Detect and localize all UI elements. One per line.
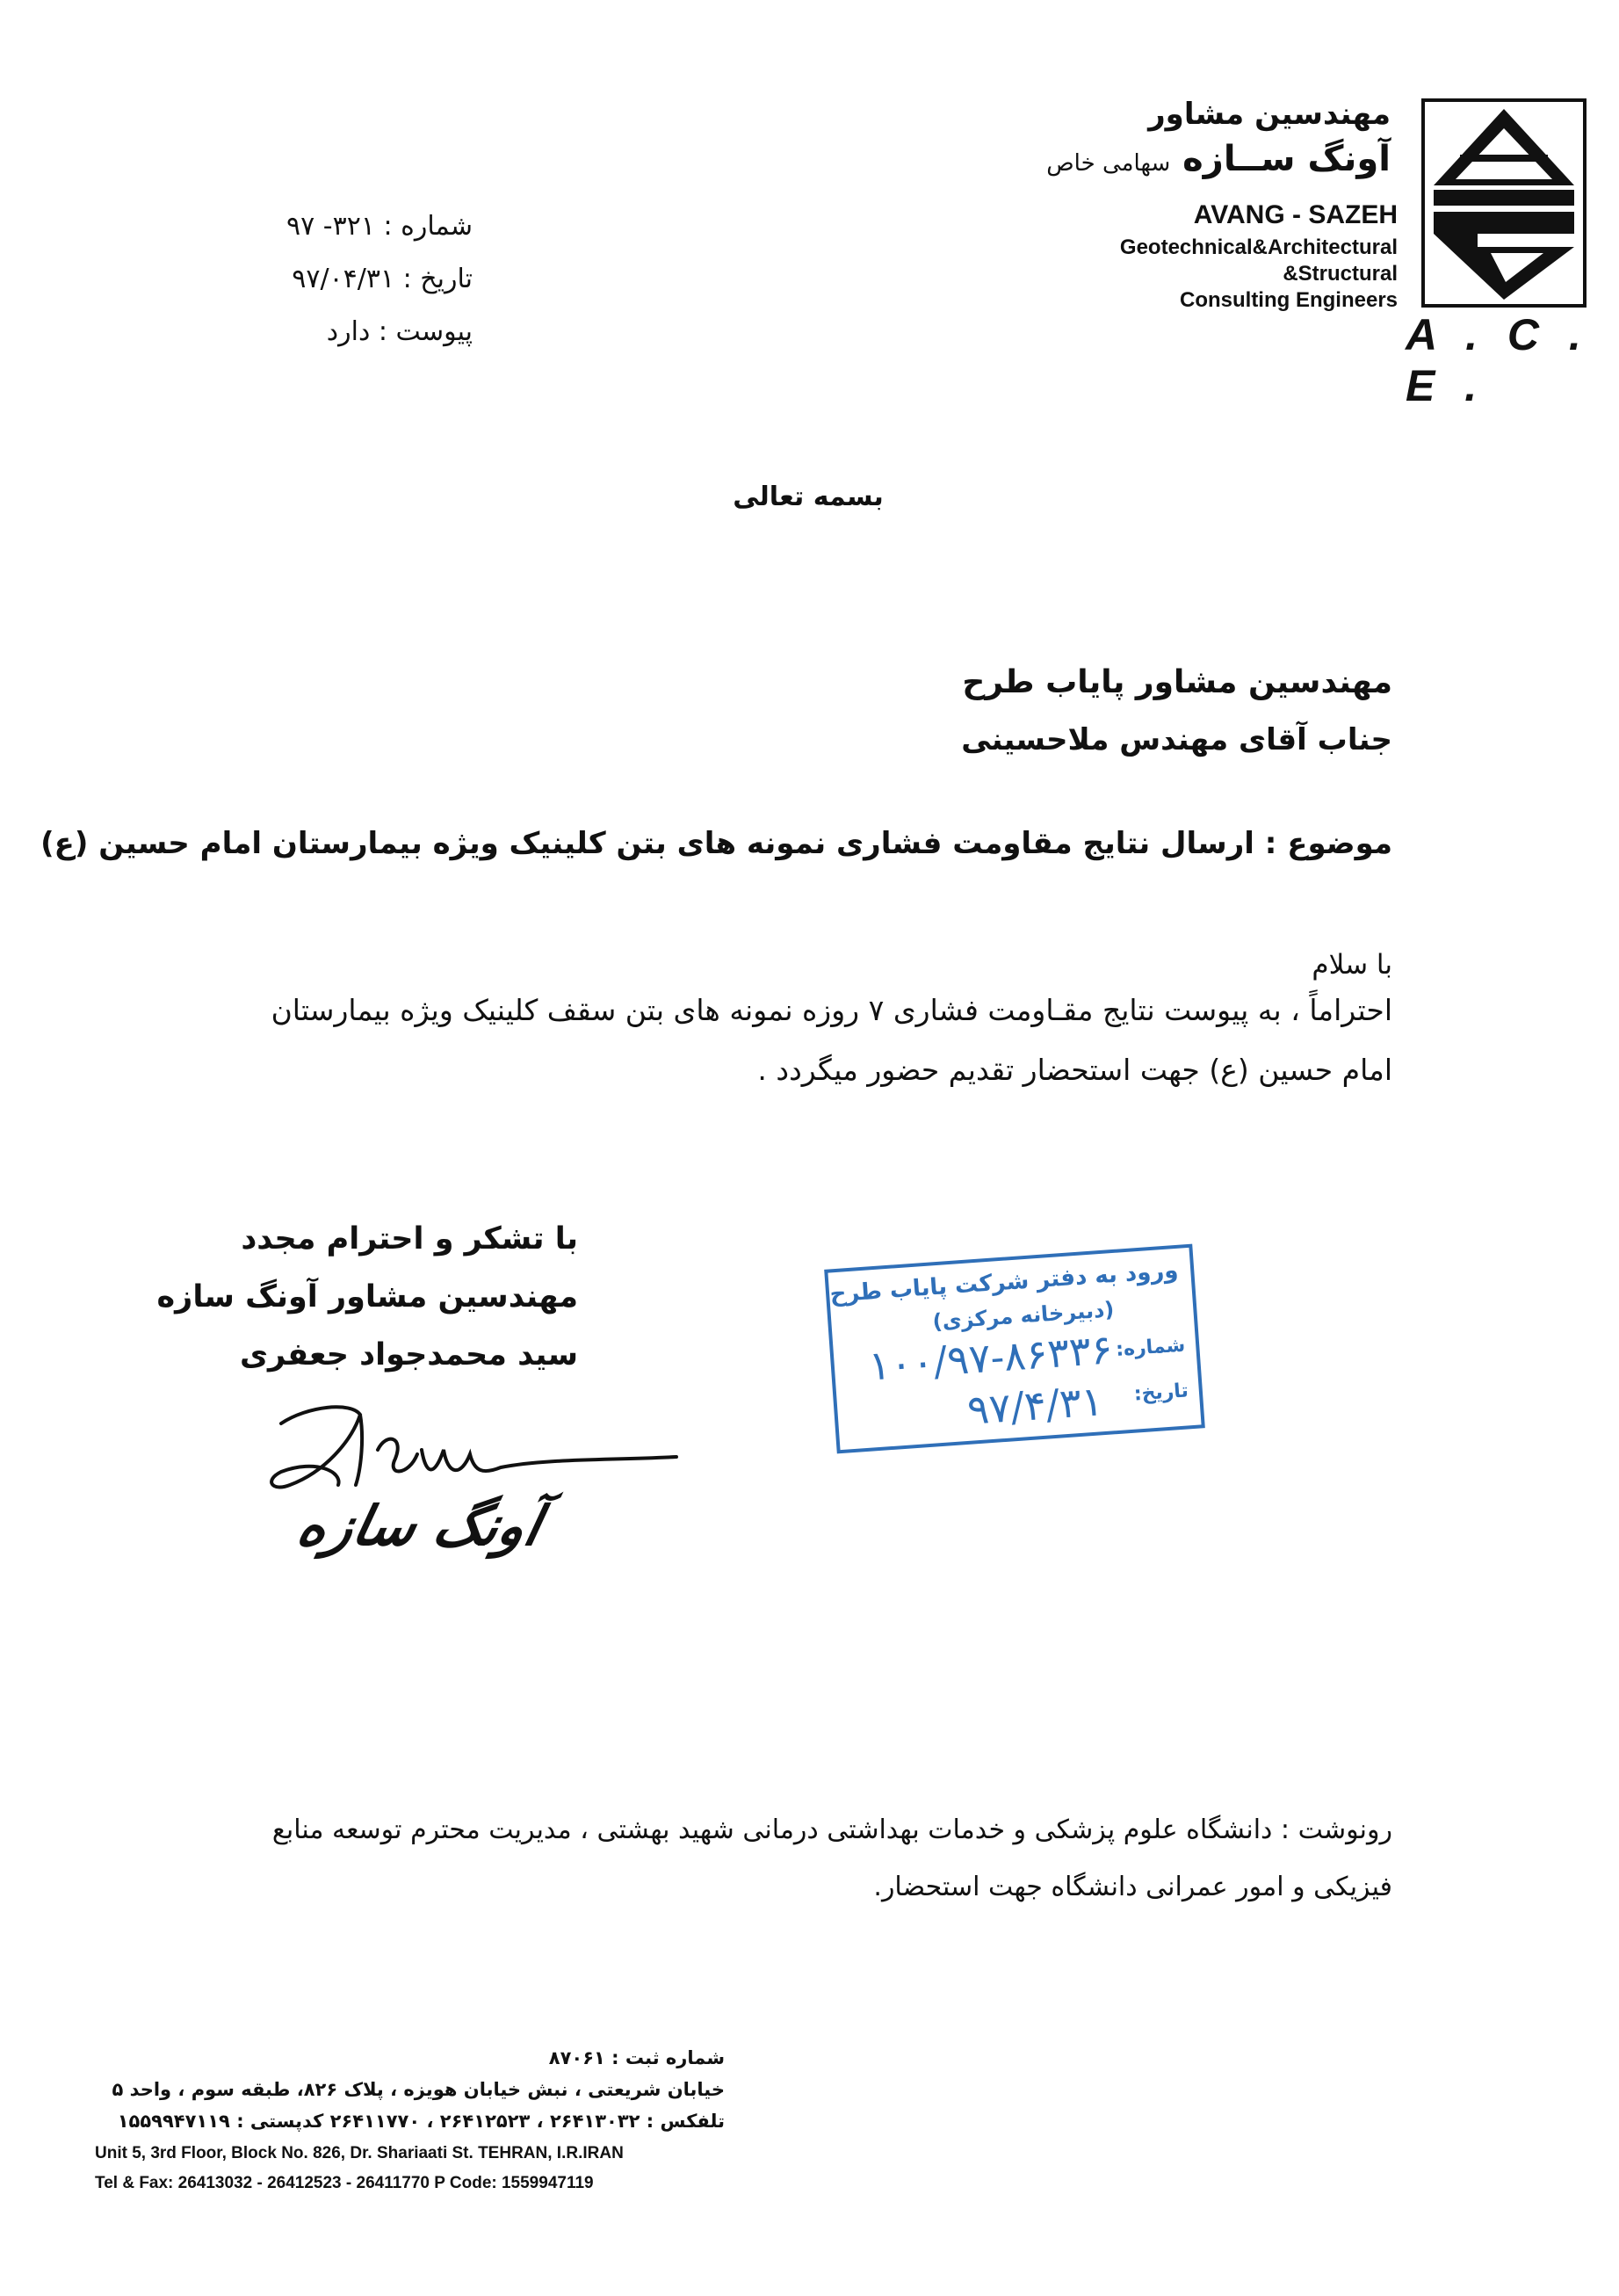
company-name-fa <box>1046 139 1391 179</box>
letter-subject: موضوع : ارسال نتایج مقاومت فشاری نمونه های بتن کلینیک ویژه بیمارستان امام حسین (ع) <box>40 826 1392 861</box>
footer-address-en: Unit 5, 3rd Floor, Block No. 826, Dr. Shariaati St. TEHRAN, I.R.IRAN <box>95 2144 624 2162</box>
stamp-number-label: شماره: <box>1115 1334 1187 1361</box>
recipient-company: مهندسین مشاور پایاب طرح <box>962 664 1392 700</box>
logo-emblem-icon <box>1425 102 1583 304</box>
company-desc-en-3: Consulting Engineers <box>1179 288 1398 312</box>
footer-phone-fa: تلفکس : ۲۶۴۱۳۰۳۲ ، ۲۶۴۱۲۵۲۳ ، ۲۶۴۱۱۷۷۰ کدپستی : ۱۵۵۹۹۴۷۱۱۹ <box>117 2111 725 2132</box>
body-paragraph-line-2: امام حسین (ع) جهت استحضار تقدیم حضور میگردد . <box>757 1053 1392 1087</box>
recipient-person: جناب آقای مهندس ملاحسینی <box>961 722 1392 757</box>
stamp-subtitle: (دبیرخانه مرکزی) <box>931 1297 1116 1335</box>
cc-line-2: فیزیکی و امور عمرانی دانشگاه جهت استحضار. <box>873 1872 1392 1902</box>
letter-date: تاریخ : ۹۷/۰۴/۳۱ <box>292 264 473 294</box>
company-logo <box>1421 98 1586 308</box>
signatory-name: سید محمدجواد جعفری <box>239 1337 578 1373</box>
logo-abbreviation: A . C . E . <box>1406 310 1590 410</box>
stamp-date-value: ۹۷/۴/۳۱ <box>965 1377 1105 1434</box>
company-desc-en-2: &Structural <box>1283 262 1398 286</box>
company-title-fa: مهندسین مشاور <box>1148 97 1391 132</box>
footer-phone-en: Tel & Fax: 26413032 - 26412523 - 26411770 P Code: 1559947119 <box>95 2174 594 2192</box>
invocation: بسمه تعالی <box>733 482 884 512</box>
body-paragraph-line-1: احتراماً ، به پیوست نتایج مقـاومت فشاری ۷ روزه نمونه های بتن سقف کلینیک ویژه بیمارستان <box>271 993 1392 1027</box>
cc-line-1: رونوشت : دانشگاه علوم پزشکی و خدمات بهداشتی درمانی شهید بهشتی ، مدیریت محترم توسعه منابع <box>271 1814 1392 1845</box>
letter-number: شماره : ۳۲۱- ۹۷ <box>286 211 473 242</box>
stamp-title: ورود به دفتر شرکت پایاب طرح <box>828 1257 1180 1308</box>
registry-stamp <box>824 1244 1205 1454</box>
footer-registration-number: شماره ثبت : ۸۷۰۶۱ <box>548 2047 725 2068</box>
company-name-fa-text: آونگ ســازه <box>1182 139 1391 179</box>
greeting: با سلام <box>1312 949 1392 981</box>
stamp-number-value: ۱۰۰/۹۷-۸۶۳۳۶ <box>866 1325 1115 1390</box>
company-desc-en-1: Geotechnical&Architectural <box>1119 235 1398 259</box>
company-name-en: AVANG - SAZEH <box>1193 200 1398 229</box>
closing-company: مهندسین مشاور آونگ سازه <box>156 1279 578 1315</box>
stamp-date-label: تاریخ: <box>1132 1380 1189 1406</box>
company-type-fa: سهامی خاص <box>1046 150 1171 177</box>
signature-company-stamp: آونگ سازه <box>292 1494 547 1558</box>
letter-attachment: پیوست : دارد <box>326 316 473 347</box>
footer-address-fa: خیابان شریعتی ، نبش خیابان هویزه ، پلاک ۸۲۶، طبقه سوم ، واحد ۵ <box>112 2079 725 2100</box>
closing-regards: با تشکر و احترام مجدد <box>241 1221 578 1257</box>
